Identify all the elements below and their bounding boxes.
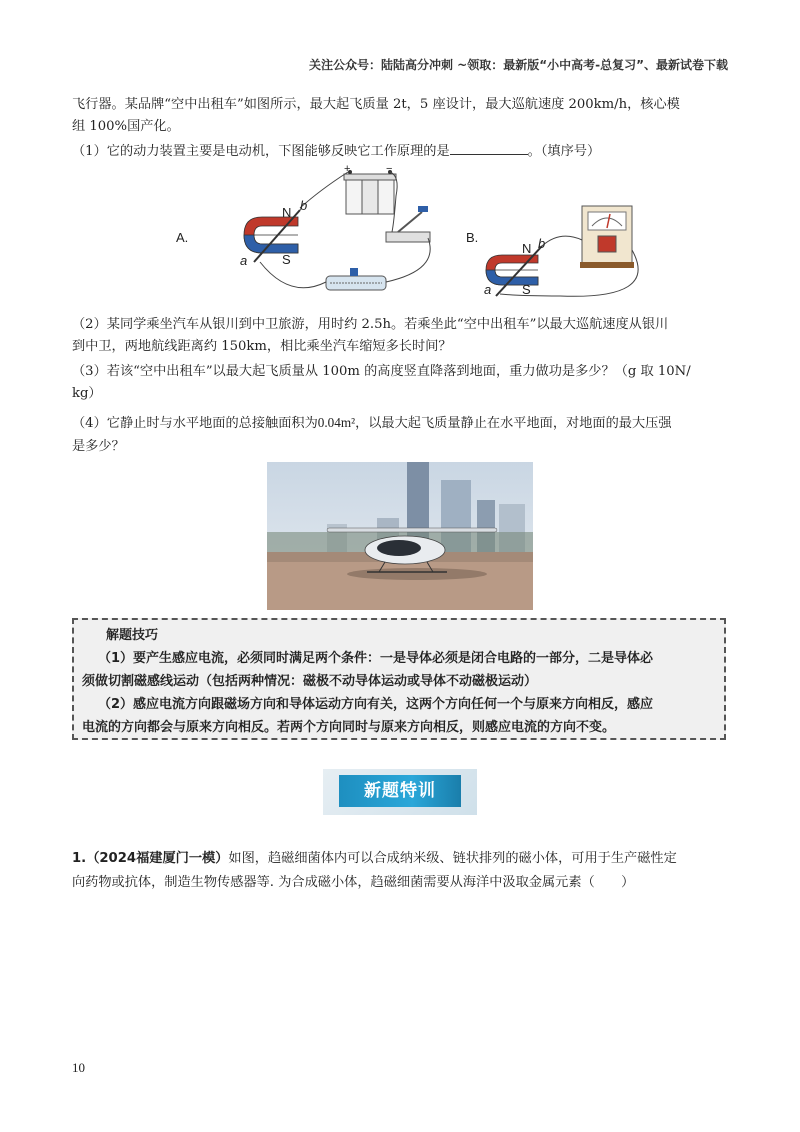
- battery-minus-label: −: [386, 163, 393, 175]
- pole-s-b: S: [522, 282, 531, 297]
- contact-area: 0.04m²: [317, 415, 356, 430]
- question-1-suffix: 。（填序号）: [527, 144, 601, 159]
- problem-1-text-1: 如图，趋磁细菌体内可以合成纳米级、链状排列的磁小体，可用于生产磁性定: [228, 851, 677, 866]
- page-header: 关注公众号：陆陆高分冲刺 ~领取：最新版“小中高考-总复习”、最新试卷下载: [309, 58, 728, 72]
- battery-icon: [344, 170, 396, 214]
- option-b-label: B.: [466, 230, 479, 245]
- tips-p2-line1: （2）感应电流方向跟磁场方向和导体运动方向有关，这两个方向任何一个与原来方向相反，感应: [98, 697, 654, 712]
- problem-1-number: 1.: [72, 851, 87, 866]
- question-2-line-2: 到中卫，两地航线距离约 150km，相比乘坐汽车缩短多长时间？: [72, 339, 452, 354]
- pole-n-b: N: [522, 241, 532, 256]
- option-a-label: A.: [176, 230, 189, 245]
- rod-end-b-a: b: [300, 198, 308, 213]
- conductor-rod-b: [496, 246, 542, 296]
- battery-plus-label: +: [344, 163, 351, 175]
- question-4-pre: （4）它静止时与水平地面的总接触面积为: [72, 416, 318, 431]
- question-2-line-1: （2）某同学乘坐汽车从银川到中卫旅游，用时约 2.5h。若乘坐此“空中出租车”以最大巡航速度从银川: [72, 317, 669, 332]
- rod-end-a-a: a: [240, 253, 248, 268]
- question-4-line-1: [72, 412, 728, 435]
- diagram-a: [244, 170, 430, 290]
- intro-line-1: 飞行器。某品牌“空中出租车”如图所示，最大起飞质量 2t，5 座设计，最大巡航速度 200km/h，核心模: [72, 97, 680, 112]
- section-banner-text: 新题特训: [364, 781, 436, 801]
- rod-end-a-b: a: [484, 282, 492, 297]
- question-4-post: ，以最大起飞质量静止在水平地面，对地面的最大压强: [355, 416, 672, 431]
- rod-end-b-b: b: [538, 236, 546, 251]
- pole-s-a: S: [282, 252, 291, 267]
- air-taxi-photo: [267, 462, 533, 610]
- problem-1-line-2: 向药物或抗体，制造生物传感器等. 为合成磁小体，趋磁细菌需要从海洋中汲取金属元素（ ）: [72, 875, 635, 890]
- tips-p1-line1: （1）要产生感应电流，必须同时满足两个条件：一是导体必须是闭合电路的一部分，二是导体必: [98, 651, 654, 666]
- pole-n-a: N: [282, 205, 292, 220]
- diagram-b: [486, 206, 638, 296]
- page-number: 10: [72, 1060, 85, 1075]
- problem-1-line-1: [72, 848, 728, 870]
- tips-title: 解题技巧: [106, 628, 159, 643]
- solution-tips-box: [72, 618, 726, 740]
- question-1-text: （1）它的动力装置主要是电动机，下图能够反映它工作原理的是: [72, 144, 450, 159]
- tips-p1-line2: 须做切割磁感线运动（包括两种情况：磁极不动导体运动或导体不动磁极运动）: [82, 674, 538, 689]
- problem-1-source: （2024福建厦门一模）: [86, 851, 229, 866]
- question-4-line-2: 是多少？: [72, 439, 125, 454]
- induction-diagrams: [0, 0, 800, 320]
- tips-p2-line2: 电流的方向都会与原来方向相反。若两个方向同时与原来方向相反，则感应电流的方向不变。: [82, 720, 616, 735]
- question-3-line-2: kg）: [72, 386, 102, 401]
- rheostat-icon: [326, 268, 386, 290]
- section-banner: [323, 769, 477, 815]
- galvanometer-icon: [580, 206, 634, 268]
- intro-line-2: 组 100%国产化。: [72, 119, 180, 134]
- question-3-line-1: （3）若该“空中出租车”以最大起飞质量从 100m 的高度竖直降落到地面，重力做功是多少？（g 取 10N/: [72, 364, 691, 379]
